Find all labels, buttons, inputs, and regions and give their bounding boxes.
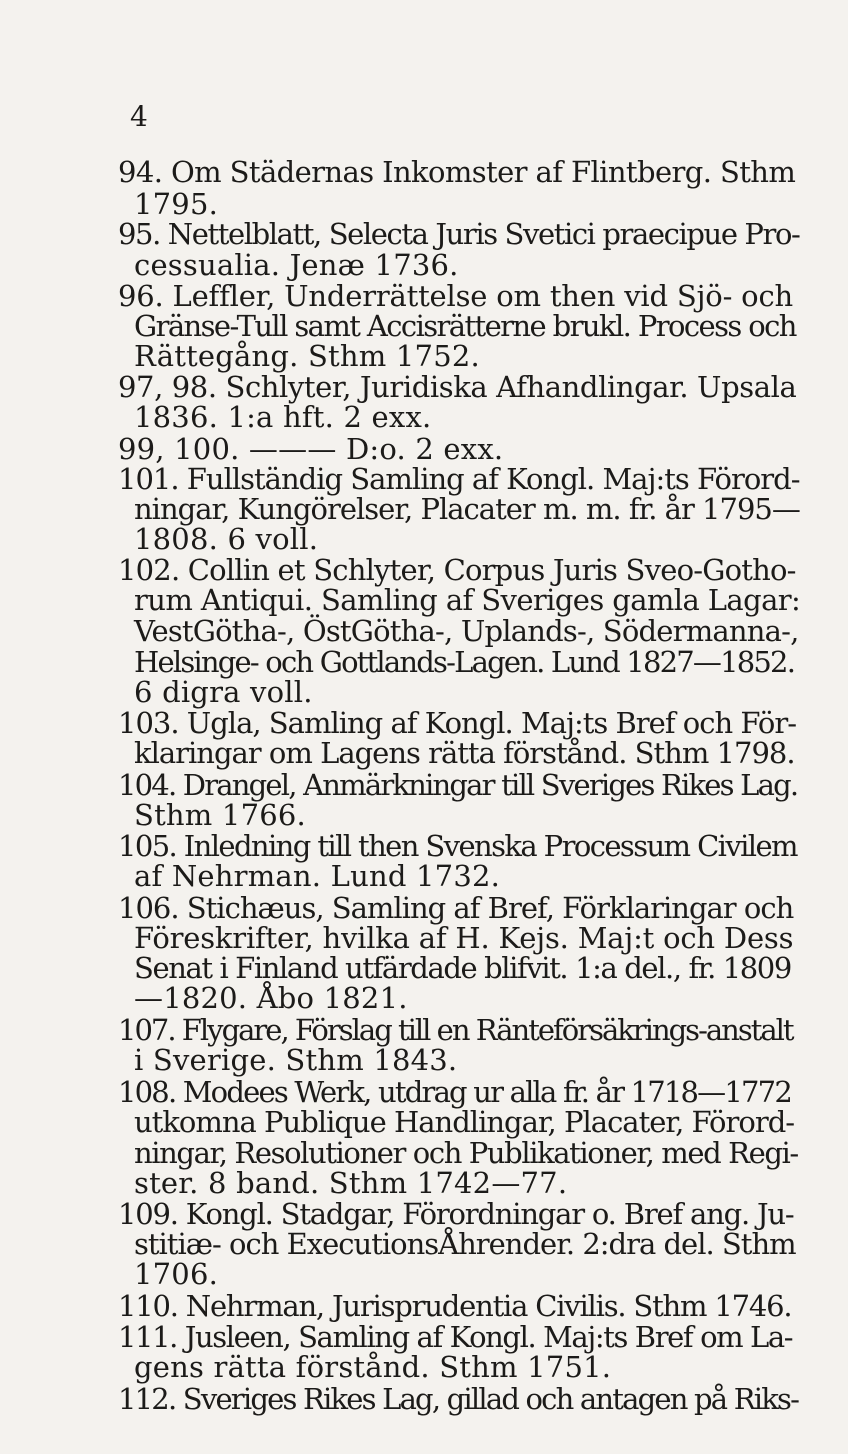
entry-112-line-1: 112. Sveriges Rikes Lag, gillad och antagen på Riks- <box>118 1382 799 1416</box>
entry-102-line-4: Helsinge- och Gottlands-Lagen. Lund 1827—1852. <box>134 645 795 679</box>
entry-105-line-1: 105. Inledning till then Svenska Processum Civilem <box>118 829 797 863</box>
entry-106-line-4: —1820. Åbo 1821. <box>134 981 408 1015</box>
entry-96-line-3: Rättegång. Sthm 1752. <box>134 339 480 373</box>
entry-104-line-2: Sthm 1766. <box>134 798 306 832</box>
entry-96-line-2: Gränse-Tull samt Accisrätterne brukl. Process och <box>134 309 796 343</box>
entry-103-line-1: 103. Ugla, Samling af Kongl. Maj:ts Bref och För- <box>118 706 797 740</box>
entry-102-line-1: 102. Collin et Schlyter, Corpus Juris Sveo-Gotho- <box>118 553 796 587</box>
entry-108-line-1: 108. Modees Werk, utdrag ur alla fr. år 1718—1772 <box>118 1075 791 1109</box>
entry-111-line-2: gens rätta förstånd. Sthm 1751. <box>134 1350 612 1384</box>
page-number: 4 <box>130 100 148 133</box>
entry-95-line-2: cessualia. Jenæ 1736. <box>134 248 459 282</box>
entry-110-line-1: 110. Nehrman, Jurisprudentia Civilis. Sthm 1746. <box>118 1289 792 1323</box>
entry-107-line-1: 107. Flygare, Förslag till en Ränteförsäkrings-anstalt <box>118 1013 793 1047</box>
entry-105-line-2: af Nehrman. Lund 1732. <box>134 859 501 893</box>
entry-102-line-5: 6 digra voll. <box>134 675 313 709</box>
entry-106-line-1: 106. Stichæus, Samling af Bref, Förklaringar och <box>118 891 794 925</box>
entry-109-line-2: stitiæ- och ExecutionsÅhrender. 2:dra del. Sthm <box>134 1227 796 1261</box>
entry-106-line-2: Föreskrifter, hvilka af H. Kejs. Maj:t och Dess <box>134 921 794 955</box>
entry-109-line-1: 109. Kongl. Stadgar, Förordningar o. Bref ang. Ju- <box>118 1197 794 1231</box>
entry-102-line-3: VestGötha-, ÖstGötha-, Uplands-, Södermanna-, <box>134 614 799 648</box>
entry-101-line-3: 1808. 6 voll. <box>134 522 319 556</box>
entry-101-line-2: ningar, Kungörelser, Placater m. m. fr. år 1795— <box>134 492 800 526</box>
entry-95-line-1: 95. Nettelblatt, Selecta Juris Svetici praecipue Pro- <box>118 217 800 251</box>
entry-96-line-1: 96. Leffler, Underrättelse om then vid Sjö- och <box>118 279 793 313</box>
entry-101-line-1: 101. Fullständig Samling af Kongl. Maj:ts Förord- <box>118 462 800 496</box>
entry-99-100-line-1: 99, 100. ——— D:o. 2 exx. <box>118 432 504 466</box>
entry-102-line-2: rum Antiqui. Samling af Sveriges gamla Lagar: <box>134 583 801 617</box>
entry-111-line-1: 111. Jusleen, Samling af Kongl. Maj:ts Bref om La- <box>118 1320 793 1354</box>
entry-106-line-3: Senat i Finland utfärdade blifvit. 1:a del., fr. 1809 <box>134 951 791 985</box>
entry-109-line-3: 1706. <box>134 1257 219 1291</box>
entry-108-line-2: utkomna Publique Handlingar, Placater, Förord- <box>134 1105 795 1139</box>
entry-108-line-4: ster. 8 band. Sthm 1742—77. <box>134 1166 568 1200</box>
entry-94-line-2: 1795. <box>134 187 219 221</box>
entry-108-line-3: ningar, Resolutioner och Publikationer, med Regi- <box>134 1136 798 1170</box>
entry-103-line-2: klaringar om Lagens rätta förstånd. Sthm 1798. <box>134 736 795 770</box>
entry-97-98-line-1: 97, 98. Schlyter, Juridiska Afhandlingar. Upsala <box>118 370 797 404</box>
entry-97-98-line-2: 1836. 1:a hft. 2 exx. <box>134 400 432 434</box>
entry-107-line-2: i Sverige. Sthm 1843. <box>134 1043 458 1077</box>
entry-104-line-1: 104. Drangel, Anmärkningar till Sveriges Rikes Lag. <box>118 768 798 802</box>
entry-94-line-1: 94. Om Städernas Inkomster af Flintberg. Sthm <box>118 155 796 189</box>
